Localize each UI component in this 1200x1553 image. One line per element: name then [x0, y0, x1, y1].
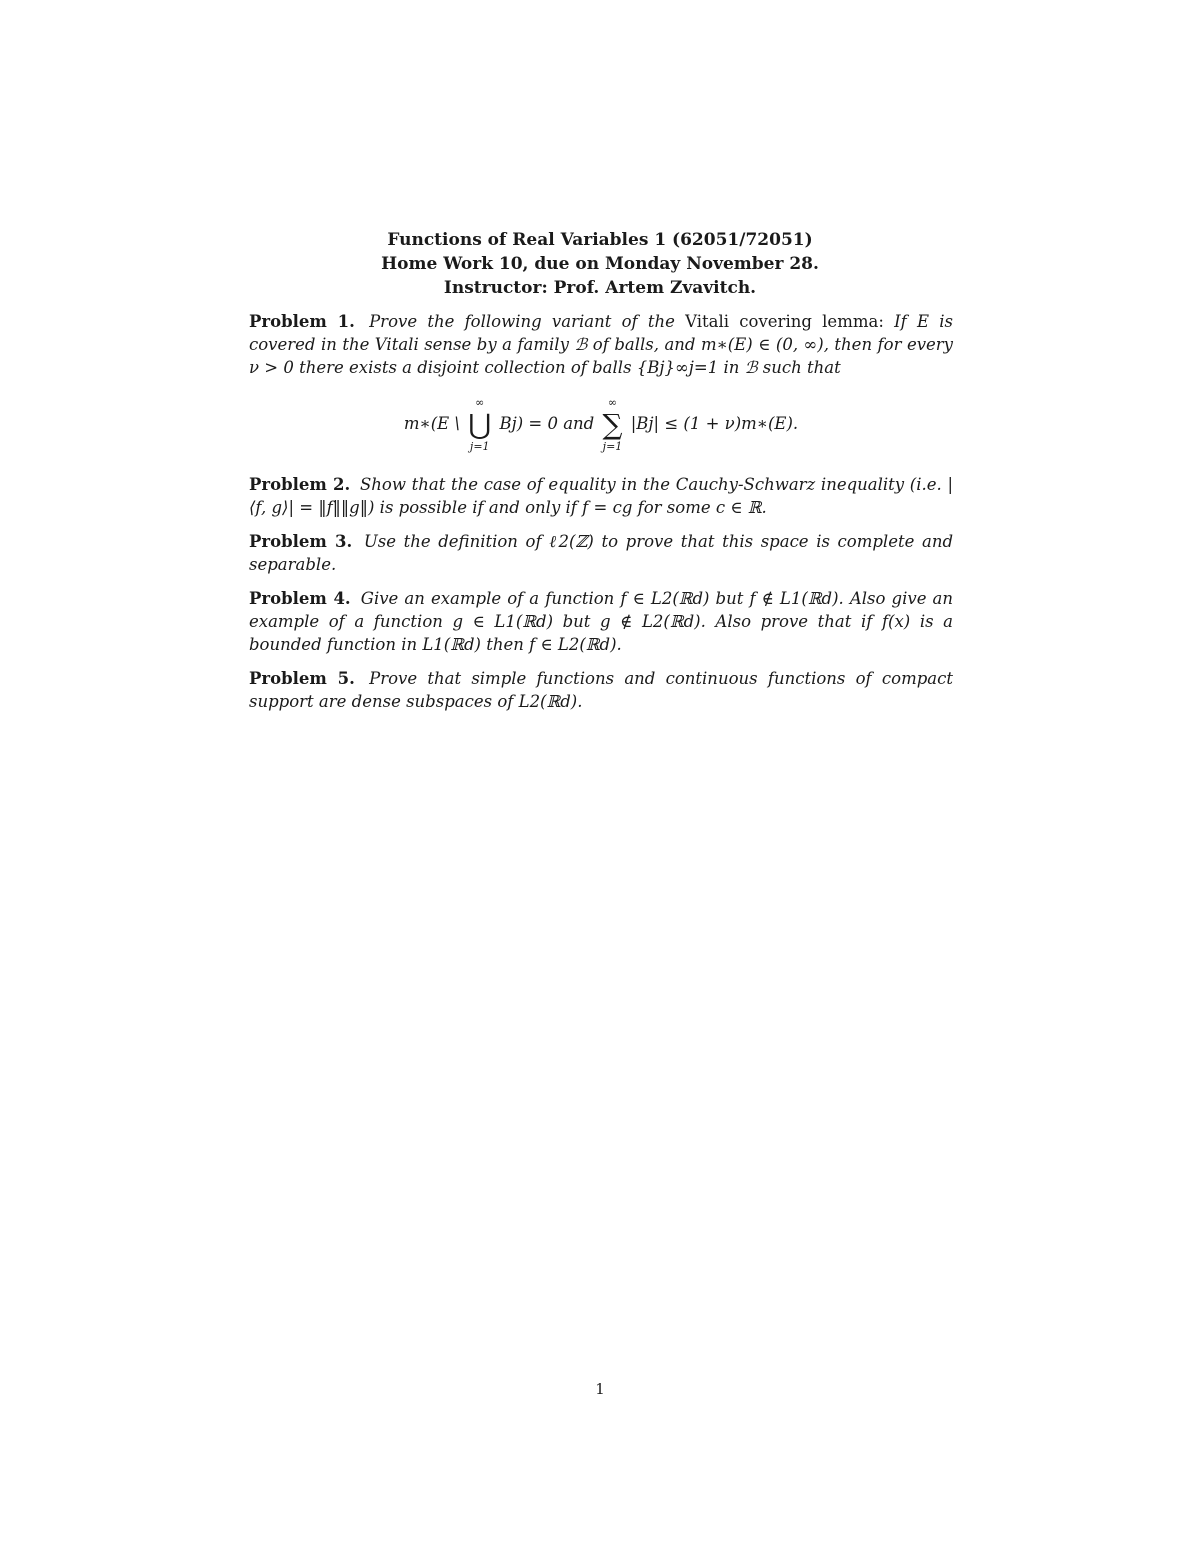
- lemma-name: Vitali covering lemma:: [685, 312, 884, 331]
- problem-1: [249, 310, 953, 379]
- page-number: 1: [595, 1380, 605, 1398]
- course-title: Functions of Real Variables 1 (62051/72051): [387, 230, 813, 250]
- problem-label: Problem 3.: [249, 532, 353, 551]
- problem-5: [249, 667, 953, 713]
- union-lower-limit: j=1: [469, 439, 490, 453]
- sum-upper-limit: ∞: [607, 395, 618, 409]
- problem-label: Problem 1.: [249, 312, 355, 331]
- union-upper-limit: ∞: [475, 395, 485, 409]
- formula-right: |Bj| ≤ (1 + ν)m∗(E).: [630, 414, 799, 433]
- problem-text: Prove that simple functions and continuous functions of compact support are dense subspaces of L2(ℝd).: [249, 669, 953, 711]
- problem-text: Use the definition of ℓ2(ℤ) to prove that this space is complete and separable.: [249, 532, 954, 574]
- problem-2: [249, 473, 953, 519]
- problem-label: Problem 2.: [249, 475, 351, 494]
- problem-label: Problem 4.: [249, 589, 351, 608]
- problem-4: [249, 587, 953, 656]
- display-formula: [249, 393, 953, 455]
- problem-text: If E is covered in the Vitali sense by a family ℬ of balls, and m∗(E) ∈ (0, ∞), then for every ν > 0 there exists a disjoint collection of balls {Bj}∞j=1 in ℬ such that: [249, 312, 954, 377]
- formula-middle: Bj) = 0 and: [499, 414, 595, 433]
- problem-text: Show that the case of equality in the Cauchy-Schwarz inequality (i.e. |⟨f, g⟩| = ‖f‖‖g‖) is possible if and only if f = cg for some c ∈ ℝ.: [249, 475, 954, 517]
- problem-list: [249, 310, 953, 724]
- problem-3: [249, 530, 953, 576]
- union-symbol: ⋃: [468, 407, 492, 441]
- sum-operator: [602, 396, 622, 454]
- problem-label: Problem 5.: [249, 669, 355, 688]
- sum-lower-limit: j=1: [602, 439, 623, 453]
- problem-text: Give an example of a function f ∈ L2(ℝd) but f ∉ L1(ℝd). Also give an example of a function g ∈ L1(ℝd) but g ∉ L2(ℝd). Also prove that if f(x) is a bounded function in L1(ℝd) then f ∈ L2(ℝd).: [249, 589, 954, 654]
- problem-intro: Prove the following variant of the: [369, 312, 675, 331]
- sum-symbol: ∑: [602, 407, 623, 441]
- formula-left: m∗(E \: [403, 414, 460, 433]
- union-operator: [468, 396, 491, 454]
- document-header: [0, 228, 1200, 300]
- homework-title: Home Work 10, due on Monday November 28.: [381, 254, 819, 274]
- instructor-line: Instructor: Prof. Artem Zvavitch.: [443, 278, 757, 298]
